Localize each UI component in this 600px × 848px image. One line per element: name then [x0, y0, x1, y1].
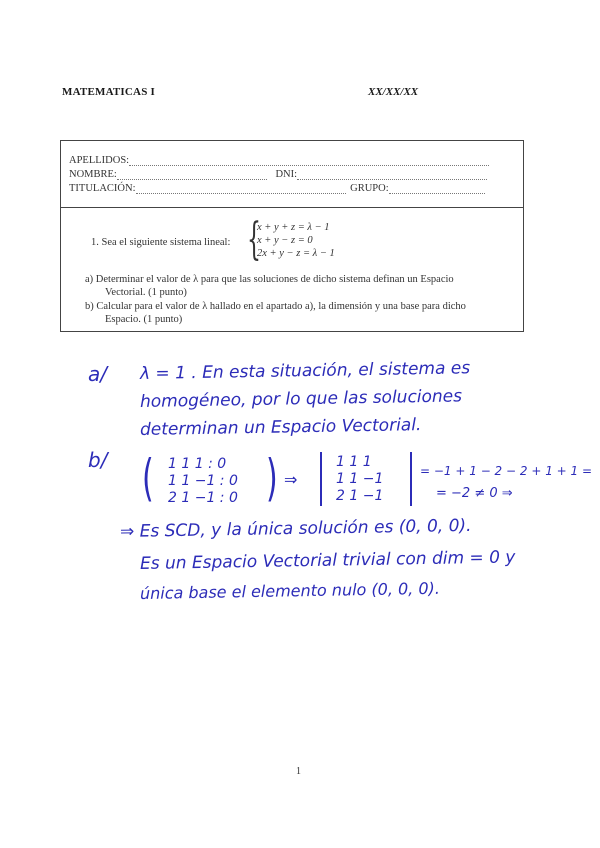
equation-2: x + y − z = 0 — [257, 235, 313, 246]
titulacion-label: TITULACIÓN: — [69, 183, 136, 194]
det-calculation: = −1 + 1 − 2 − 2 + 1 + 1 = — [420, 464, 593, 478]
apellidos-field — [69, 155, 489, 166]
answer-a-label: a/ — [88, 362, 107, 386]
part-a-line2: Vectorial. (1 punto) — [105, 287, 187, 298]
matrix-row-3: 2 1 −1 : 0 — [168, 490, 238, 506]
page-number: 1 — [296, 766, 301, 777]
grupo-label: GRUPO: — [350, 183, 389, 194]
titulacion-line — [136, 184, 346, 194]
apellidos-line — [129, 156, 489, 166]
dni-label: DNI: — [275, 169, 298, 180]
matrix-row-1: 1 1 1 : 0 — [168, 456, 227, 472]
det-right-bar — [410, 452, 412, 506]
part-b-line1: b) Calcular para el valor de λ hallado en el apartado a), la dimensión y una base para dicho — [85, 301, 466, 312]
part-a-line1: a) Determinar el valor de λ para que las soluciones de dicho sistema definan un Espacio — [85, 274, 454, 285]
exam-box — [60, 140, 524, 332]
det-row-3: 2 1 −1 — [336, 488, 384, 504]
linear-system — [247, 214, 335, 265]
answer-b-label: b/ — [88, 448, 108, 472]
answer-a-line2: homogéneo, por lo que las soluciones — [139, 386, 463, 412]
box-divider — [61, 207, 523, 208]
conclusion-line2: Es un Espacio Vectorial trivial con dim = 0 y — [139, 547, 516, 574]
matrix-row-2: 1 1 −1 : 0 — [168, 473, 238, 489]
equation-3: 2x + y − z = λ − 1 — [257, 248, 335, 259]
answer-a-line3: determinan un Espacio Vectorial. — [139, 415, 422, 440]
conclusion-line1: ⇒ Es SCD, y la única solución es (0, 0, 0). — [119, 515, 472, 542]
det-left-bar — [320, 452, 322, 506]
answer-a-line1: λ = 1 . En esta situación, el sistema es — [139, 358, 471, 384]
augmented-matrix — [168, 456, 238, 507]
apellidos-label: APELLIDOS: — [69, 155, 130, 166]
titulacion-field — [69, 183, 485, 194]
equation-1: x + y + z = λ − 1 — [257, 222, 330, 233]
nombre-label: NOMBRE: — [69, 169, 117, 180]
determinant — [336, 454, 383, 505]
det-row-1: 1 1 1 — [336, 454, 372, 470]
matrix-right-paren: ) — [266, 449, 278, 507]
nombre-line — [117, 170, 267, 180]
question-intro: 1. Sea el siguiente sistema lineal: — [91, 237, 231, 248]
implies-arrow: ⇒ — [284, 470, 298, 489]
grupo-line — [389, 184, 485, 194]
conclusion-line3: única base el elemento nulo (0, 0, 0). — [139, 578, 441, 603]
det-row-2: 1 1 −1 — [336, 471, 384, 487]
exam-subject: MATEMATICAS I — [62, 86, 155, 98]
dni-line — [297, 170, 487, 180]
nombre-field — [69, 169, 487, 180]
matrix-left-paren: ( — [142, 449, 154, 507]
part-b-line2: Espacio. (1 punto) — [105, 314, 183, 325]
system-brace: { — [247, 214, 261, 265]
det-result: = −2 ≠ 0 ⇒ — [436, 486, 513, 501]
exam-date: XX/XX/XX — [368, 86, 419, 98]
